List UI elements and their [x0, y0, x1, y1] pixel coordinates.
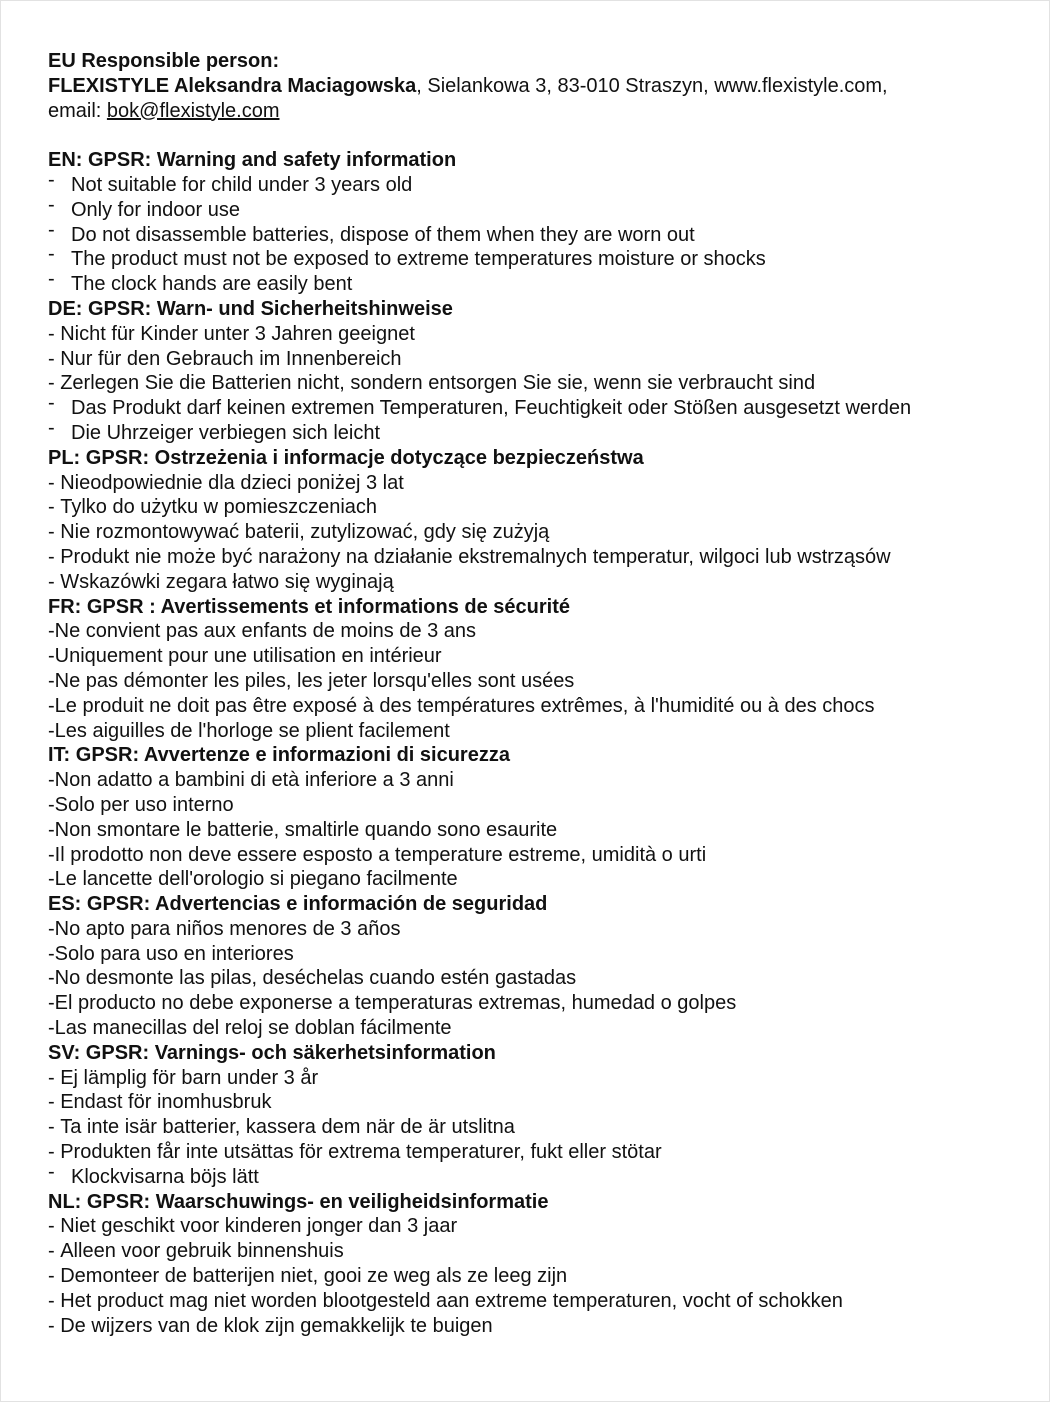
section-heading: FR: GPSR : Avertissements et informations de sécurité: [48, 595, 570, 618]
document-body: [48, 49, 1028, 1338]
list-marker: -: [48, 620, 55, 643]
list-marker: -: [48, 1160, 55, 1183]
list-item-text: Only for indoor use: [71, 198, 240, 221]
list-marker: -: [48, 1091, 61, 1114]
list-marker: -: [48, 545, 61, 568]
list-marker: -: [48, 1265, 61, 1288]
list-item-text: Non smontare le batterie, smaltirle quando sono esaurite: [54, 818, 558, 841]
list-marker: -: [48, 1289, 61, 1312]
list-item: [48, 644, 1028, 669]
list-item: [48, 371, 1028, 396]
list-item: [48, 1289, 1028, 1314]
company-address: , Sielankowa 3, 83-010 Straszyn, www.flexistyle.com,: [416, 74, 888, 97]
list-item: [48, 669, 1028, 694]
list-item-text: Produkten får inte utsättas för extrema temperaturer, fukt eller stötar: [60, 1141, 662, 1164]
list-marker: -: [48, 1215, 61, 1238]
list-marker: -: [48, 1116, 61, 1139]
list-item-text: Ta inte isär batterier, kassera dem när de är utslitna: [60, 1116, 515, 1139]
list-item-text: Klockvisarna böjs lätt: [71, 1165, 259, 1188]
list-item: [48, 1264, 1028, 1289]
list-item: [48, 392, 1028, 421]
list-item-text: Solo para uso en interiores: [54, 942, 294, 965]
email-link[interactable]: bok@flexistyle.com: [106, 99, 280, 122]
list-item-text: Le produit ne doit pas être exposé à des températures extrêmes, à l'humidité ou à des chocs: [54, 694, 875, 717]
list-item: [48, 570, 1028, 595]
email-line: [48, 99, 1028, 124]
list-item: [48, 416, 1028, 446]
responsible-person-title: EU Responsible person:: [48, 50, 280, 72]
list-item: [48, 218, 1028, 248]
warning-section: [48, 446, 1028, 595]
list-marker: -: [48, 818, 55, 841]
list-item: [48, 495, 1028, 520]
list-item: [48, 1160, 1028, 1190]
list-item: [48, 193, 1028, 223]
list-marker: -: [48, 1240, 61, 1263]
list-marker: -: [48, 1066, 61, 1089]
list-item: [48, 1115, 1028, 1140]
list-marker: -: [48, 868, 55, 891]
list-item-text: Alleen voor gebruik binnenshuis: [60, 1240, 344, 1263]
list-marker: -: [48, 843, 55, 866]
list-item-text: Het product mag niet worden blootgesteld aan extreme temperaturen, vocht of schokken: [60, 1289, 843, 1312]
list-item-text: No apto para niños menores de 3 años: [54, 917, 401, 940]
list-item-text: Do not disassemble batteries, dispose of them when they are worn out: [71, 223, 695, 246]
list-marker: -: [48, 645, 55, 668]
list-marker: -: [48, 917, 55, 940]
list-item: [48, 966, 1028, 991]
list-marker: -: [48, 942, 55, 965]
warning-section: [48, 595, 1028, 744]
list-marker: -: [48, 193, 55, 216]
list-item: [48, 843, 1028, 868]
list-item-text: El producto no debe exponerse a temperaturas extremas, humedad o golpes: [54, 992, 737, 1015]
list-item-text: Solo per uso interno: [54, 793, 234, 816]
list-item: [48, 471, 1028, 496]
list-item-text: Ej lämplig för barn under 3 år: [60, 1066, 319, 1089]
section-heading: NL: GPSR: Waarschuwings- en veiligheidsinformatie: [48, 1190, 549, 1213]
list-item-text: Uniquement pour une utilisation en intérieur: [54, 645, 442, 668]
list-item-text: Demonteer de batterijen niet, gooi ze weg als ze leeg zijn: [60, 1265, 568, 1288]
email-label: email:: [48, 99, 107, 122]
list-item: [48, 520, 1028, 545]
list-item: [48, 694, 1028, 719]
list-item: [48, 818, 1028, 843]
list-item-text: Produkt nie może być narażony na działanie ekstremalnych temperatur, wilgoci lub wstrząsów: [60, 545, 891, 568]
list-item-text: Les aiguilles de l'horloge se plient facilement: [54, 719, 450, 742]
list-marker: -: [48, 1017, 55, 1040]
list-item-text: Die Uhrzeiger verbiegen sich leicht: [71, 421, 381, 444]
warning-section: [48, 148, 1028, 297]
list-item-text: Nieodpowiednie dla dzieci poniżej 3 lat: [60, 471, 404, 494]
list-item: [48, 1214, 1028, 1239]
responsible-person-details: [48, 74, 1028, 99]
list-item-text: Las manecillas del reloj se doblan fácilmente: [54, 1017, 452, 1040]
warning-section: [48, 1041, 1028, 1190]
list-marker: -: [48, 392, 55, 415]
list-item: [48, 1239, 1028, 1264]
warning-section: [48, 297, 1028, 446]
list-marker: -: [48, 416, 55, 439]
list-item: [48, 991, 1028, 1016]
list-item: [48, 545, 1028, 570]
list-item-text: De wijzers van de klok zijn gemakkelijk te buigen: [60, 1314, 493, 1337]
warning-section: [48, 892, 1028, 1041]
list-item-text: The clock hands are easily bent: [71, 273, 353, 296]
list-item: [48, 768, 1028, 793]
list-item: [48, 1066, 1028, 1091]
list-marker: -: [48, 719, 55, 742]
list-item: [48, 243, 1028, 272]
list-marker: -: [48, 793, 55, 816]
list-item-text: No desmonte las pilas, deséchelas cuando estén gastadas: [54, 967, 577, 990]
list-marker: -: [48, 769, 55, 792]
list-marker: -: [48, 669, 55, 692]
list-item-text: Ne convient pas aux enfants de moins de 3 ans: [54, 620, 477, 643]
list-marker: -: [48, 347, 61, 370]
spacer: [48, 123, 1028, 148]
section-heading: ES: GPSR: Advertencias e información de seguridad: [48, 893, 548, 916]
list-item-text: Das Produkt darf keinen extremen Temperaturen, Feuchtigkeit oder Stößen ausgesetzt werden: [71, 397, 912, 420]
section-heading: IT: GPSR: Avvertenze e informazioni di sicurezza: [48, 744, 510, 767]
list-marker: -: [48, 372, 61, 395]
list-item-text: Le lancette dell'orologio si piegano facilmente: [54, 868, 458, 891]
list-marker: -: [48, 268, 55, 291]
list-item: [48, 942, 1028, 967]
list-item-text: Wskazówki zegara łatwo się wyginają: [60, 570, 394, 593]
list-item: [48, 917, 1028, 942]
list-item: [48, 168, 1028, 198]
warning-section: [48, 743, 1028, 892]
section-heading: DE: GPSR: Warn- und Sicherheitshinweise: [48, 297, 453, 320]
list-item-text: Nur für den Gebrauch im Innenbereich: [60, 347, 402, 370]
warning-sections: [48, 148, 1028, 1338]
list-marker: -: [48, 168, 55, 191]
list-marker: -: [48, 322, 61, 345]
list-item: [48, 1140, 1028, 1165]
list-item-text: Not suitable for child under 3 years old: [71, 173, 413, 196]
list-item: [48, 719, 1028, 744]
list-item-text: Nie rozmontowywać baterii, zutylizować, gdy się zużyją: [60, 521, 550, 544]
list-item-text: Il prodotto non deve essere esposto a temperature estreme, umidità o urti: [54, 843, 707, 866]
list-marker: -: [48, 471, 61, 494]
list-item-text: Tylko do użytku w pomieszczeniach: [60, 496, 378, 519]
section-heading: SV: GPSR: Varnings- och säkerhetsinformation: [48, 1041, 496, 1064]
list-marker: -: [48, 243, 55, 266]
list-item-text: The product must not be exposed to extreme temperatures moisture or shocks: [71, 248, 766, 271]
list-item: [48, 867, 1028, 892]
list-item-text: Nicht für Kinder unter 3 Jahren geeignet: [60, 322, 415, 345]
list-item-text: Zerlegen Sie die Batterien nicht, sondern entsorgen Sie sie, wenn sie verbraucht sind: [60, 372, 816, 395]
list-marker: -: [48, 496, 61, 519]
warning-section: [48, 1190, 1028, 1339]
list-marker: -: [48, 694, 55, 717]
section-heading: PL: GPSR: Ostrzeżenia i informacje dotyczące bezpieczeństwa: [48, 446, 644, 469]
list-item: [48, 1314, 1028, 1339]
list-item: [48, 347, 1028, 372]
list-item: [48, 268, 1028, 297]
list-marker: -: [48, 570, 61, 593]
list-item: [48, 619, 1028, 644]
list-item-text: Endast för inomhusbruk: [60, 1091, 272, 1114]
list-marker: -: [48, 218, 55, 241]
list-item: [48, 793, 1028, 818]
list-item-text: Niet geschikt voor kinderen jonger dan 3 jaar: [60, 1215, 458, 1238]
list-item: [48, 1090, 1028, 1115]
list-marker: -: [48, 992, 55, 1015]
company-name: FLEXISTYLE Aleksandra Maciagowska: [48, 74, 417, 97]
list-item: [48, 1016, 1028, 1041]
list-marker: -: [48, 967, 55, 990]
list-marker: -: [48, 521, 61, 544]
list-item-text: Non adatto a bambini di età inferiore a 3 anni: [54, 769, 454, 792]
list-item: [48, 322, 1028, 347]
section-heading: EN: GPSR: Warning and safety information: [48, 149, 457, 172]
list-marker: -: [48, 1141, 61, 1164]
list-marker: -: [48, 1314, 61, 1337]
list-item-text: Ne pas démonter les piles, les jeter lorsqu'elles sont usées: [54, 669, 575, 692]
